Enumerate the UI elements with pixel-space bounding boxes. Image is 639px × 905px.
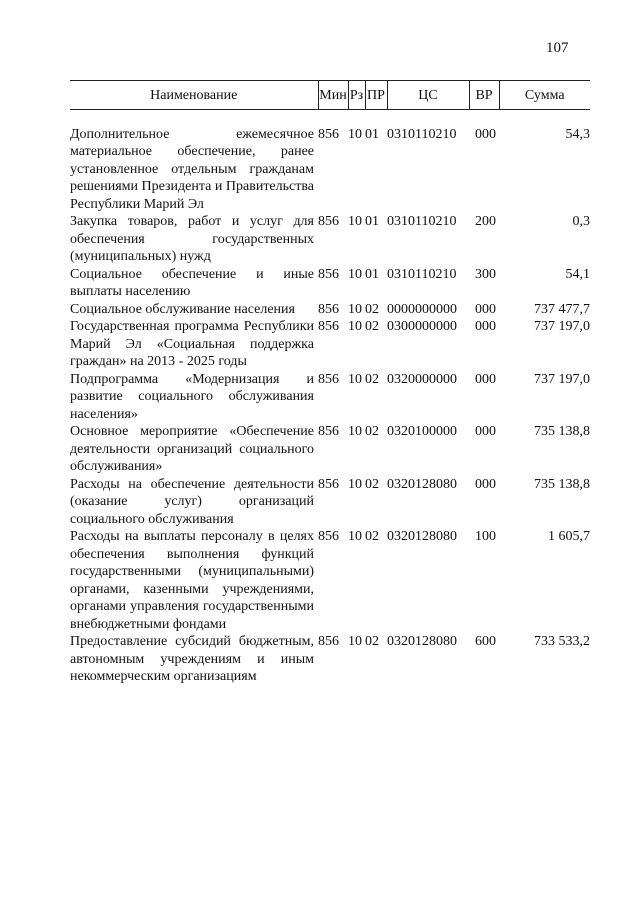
- row-name: Социальное обслуживание населения: [70, 301, 295, 317]
- column-header-vr: ВР: [469, 81, 499, 110]
- row-cs: 0320128080: [387, 529, 457, 544]
- row-vr: 000: [475, 371, 496, 387]
- row-min: 856: [318, 266, 339, 282]
- row-sum: 1 605,7: [548, 529, 590, 544]
- row-sum: 735 138,8: [534, 424, 590, 439]
- row-name: Дополнительное ежемесячное материальное обеспечение, ранее установленное отдельным гражданам решениями Президента и Правительства Республики Марий Эл: [70, 126, 314, 212]
- row-rz: 10: [348, 126, 362, 142]
- row-rz: 10: [348, 266, 362, 282]
- row-pr: 02: [365, 634, 379, 649]
- row-min: 856: [318, 476, 339, 492]
- row-vr: 000: [475, 319, 496, 334]
- row-pr: 02: [365, 424, 379, 439]
- column-header-pr: ПР: [365, 81, 387, 110]
- row-pr: 02: [365, 529, 379, 544]
- table-row: [70, 371, 590, 424]
- row-vr: 000: [475, 301, 496, 317]
- row-cs: 0320100000: [387, 424, 457, 439]
- row-vr: 600: [475, 634, 496, 649]
- table-header-row: [70, 81, 590, 110]
- table-row: [70, 301, 590, 319]
- row-min: 856: [318, 529, 339, 544]
- row-min: 856: [318, 319, 339, 334]
- row-rz: 10: [348, 476, 362, 492]
- row-rz: 10: [348, 319, 362, 334]
- row-cs: 0310110210: [387, 126, 457, 142]
- page-number: 107: [546, 40, 569, 56]
- row-rz: 10: [348, 214, 362, 229]
- row-rz: 10: [348, 529, 362, 544]
- row-name: Основное мероприятие «Обеспечение деятельности организаций социального обслуживания»: [70, 424, 314, 474]
- row-vr: 200: [475, 214, 496, 229]
- row-vr: 000: [475, 476, 496, 492]
- table-row: [70, 126, 590, 214]
- row-vr: 000: [475, 424, 496, 439]
- row-pr: 02: [365, 301, 379, 317]
- row-rz: 10: [348, 634, 362, 649]
- row-min: 856: [318, 371, 339, 387]
- row-min: 856: [318, 634, 339, 649]
- row-rz: 10: [348, 371, 362, 387]
- column-header-sum: Сумма: [499, 81, 590, 110]
- row-pr: 02: [365, 319, 379, 334]
- row-rz: 10: [348, 424, 362, 439]
- column-header-name: Наименование: [150, 88, 238, 103]
- row-sum: 733 533,2: [534, 634, 590, 649]
- row-rz: 10: [348, 301, 362, 317]
- table-row: [70, 266, 590, 301]
- table-row: [70, 476, 590, 529]
- row-min: 856: [318, 126, 339, 142]
- row-pr: 01: [365, 126, 379, 142]
- row-sum: 737 477,7: [534, 301, 590, 317]
- row-vr: 000: [475, 126, 496, 142]
- row-name: Закупка товаров, работ и услуг для обеспечения государственных (муниципальных) нужд: [70, 214, 314, 264]
- row-name: Государственная программа Республики Марий Эл «Социальная поддержка граждан» на 2013 - 2025 годы: [70, 319, 314, 369]
- header-gap: [70, 109, 590, 126]
- row-sum: 54,3: [565, 126, 590, 142]
- column-header-rz: Рз: [348, 81, 365, 110]
- row-pr: 02: [365, 371, 379, 387]
- row-name: Социальное обеспечение и иные выплаты населению: [70, 266, 314, 299]
- row-pr: 01: [365, 266, 379, 282]
- table-row: [70, 213, 590, 266]
- budget-table: [70, 80, 590, 686]
- row-pr: 02: [365, 476, 379, 492]
- row-cs: 0000000000: [387, 301, 457, 317]
- row-cs: 0310110210: [387, 214, 457, 229]
- row-sum: 0,3: [572, 214, 590, 229]
- row-cs: 0310110210: [387, 266, 457, 282]
- row-cs: 0300000000: [387, 319, 457, 334]
- table-row: [70, 318, 590, 371]
- row-vr: 300: [475, 266, 496, 282]
- column-header-cs: ЦС: [387, 81, 469, 110]
- row-name: Предоставление субсидий бюджетным, автономным учреждениям и иным некоммерческим организациям: [70, 634, 314, 684]
- row-vr: 100: [475, 529, 496, 544]
- row-pr: 01: [365, 214, 379, 229]
- row-sum: 737 197,0: [534, 371, 590, 387]
- row-cs: 0320000000: [387, 371, 457, 387]
- row-cs: 0320128080: [387, 476, 457, 492]
- row-name: Расходы на обеспечение деятельности (оказание услуг) организаций социального обслуживания: [70, 476, 314, 527]
- row-name: Расходы на выплаты персоналу в целях обеспечения выполнения функций государственными (муниципальными) органами, казенными учреждениями, органами управления государственными внебюджетными фондами: [70, 529, 314, 632]
- row-min: 856: [318, 424, 339, 439]
- row-cs: 0320128080: [387, 634, 457, 649]
- column-header-min: Мин: [318, 81, 348, 110]
- row-min: 856: [318, 301, 339, 317]
- row-sum: 737 197,0: [534, 319, 590, 334]
- table-row: [70, 528, 590, 633]
- row-sum: 735 138,8: [534, 476, 590, 492]
- row-name: Подпрограмма «Модернизация и развитие социального обслуживания населения»: [70, 371, 314, 422]
- table-row: [70, 423, 590, 476]
- table-row: [70, 633, 590, 686]
- row-sum: 54,1: [565, 266, 590, 282]
- row-min: 856: [318, 214, 339, 229]
